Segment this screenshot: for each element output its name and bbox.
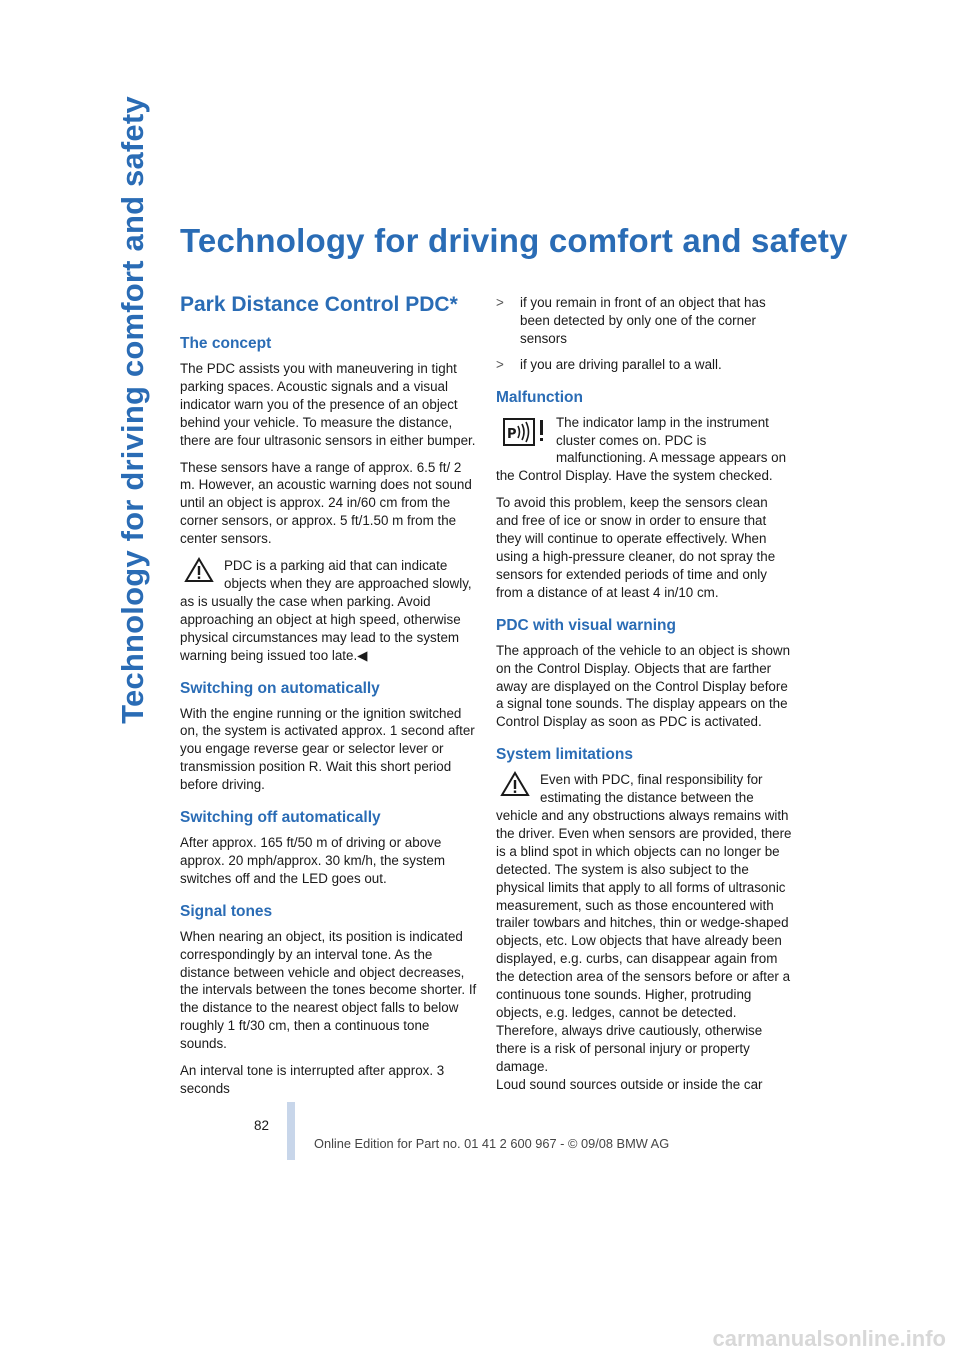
visual-warning-paragraph: The approach of the vehicle to an object is shown on the Control Display. Objects that are farther away are displayed on the Control Display before a signal tone sounds. The display appears on the Control Display as soon as PDC is activated. [496,642,791,730]
heading-switch-off: Switching off automatically [180,809,381,827]
warning-triangle-icon [180,557,218,587]
switch-off-paragraph: After approx. 165 ft/50 m of driving or above approx. 20 mph/approx. 30 km/h, the system switches off and the LED goes out. [180,835,445,886]
list-item [496,356,793,374]
pdc-warning-lamp-icon [496,414,556,464]
signal-tones-paragraph-2: An interval tone is interrupted after approx. 3 seconds [180,1063,445,1096]
heading-system-limitations: System limitations [496,746,633,764]
malfunction-paragraph-1: The indicator lamp in the instrument cluster comes on. PDC is malfunctioning. A message appears on the Control Display. Have the system checked. [496,414,787,484]
limitations-last-line: Loud sound sources outside or inside the car [496,1076,763,1092]
heading-concept: The concept [180,335,272,352]
side-tab-label: Technology for driving comfort and safety [115,96,150,724]
footer-edition-text: Online Edition for Part no. 01 41 2 600 967 - © 09/08 BMW AG [314,1136,670,1151]
section-title: Park Distance Control PDC* [180,293,458,316]
heading-malfunction: Malfunction [496,388,583,406]
list-item [496,294,793,348]
watermark: carmanualsonline.info [712,1326,946,1351]
limitations-warning-block [496,771,793,1075]
malfunction-paragraph-2: To avoid this problem, keep the sensors clean and free of ice or snow in order to ensure that they will continue to operate effectively. When using a high-pressure cleaner, do not spray the sensors for extended periods of time and only from a distance of at least 4 in/10 cm. [496,495,776,600]
bullet-mark: > [496,295,504,310]
concept-paragraph-1: The PDC assists you with maneuvering in tight parking spaces. Acoustic signals and a visual indicator warn you of the presence of an object behind your vehicle. To measure the distance, there are four ultrasonic sensors in either bumper. [180,361,476,448]
side-tab [104,0,162,820]
concept-paragraph-2: These sensors have a range of approx. 6.5 ft/ 2 m. However, an acoustic warning does not sound until an object is approx. 24 in/60 cm from the corner sensors, or approx. 5 ft/1.50 m from the center sensors. [180,459,472,547]
warning-text: PDC is a parking aid that can indicate objects when they are approached slowly, as is usually the case when parking. Avoid approaching an object at high speed, otherwise physical circumstances may lead to the system warning being issued too late.◀ [180,558,472,663]
switch-on-paragraph: With the engine running or the ignition switched on, the system is activated approx. 1 second after you engage reverse gear or selector lever or transmission position R. Wait this short period before driving. [180,705,475,793]
bullet-mark: > [496,356,504,372]
heading-signal-tones: Signal tones [180,902,273,920]
signal-tones-paragraph-1: When nearing an object, its position is indicated correspondingly by an interval tone. As the distance between vehicle and object decreases, the intervals between the tones become shorter. If the distance to the nearest object falls to below roughly 1 ft/30 cm, then a continuous tone sounds. [180,928,477,1052]
right-column [496,294,793,1103]
list-item-text: if you are driving parallel to a wall. [520,356,722,372]
page-title: Technology for driving comfort and safety [180,222,848,259]
malfunction-block [496,414,793,486]
left-column [180,334,477,1107]
page-number: 82 [254,1118,270,1133]
svg-text:P: P [507,426,517,442]
heading-visual-warning: PDC with visual warning [496,616,676,634]
warning-triangle-icon [496,771,534,801]
limitations-warning-text: Even with PDC, final responsibility for estimating the distance between the vehicle and any obstructions always remains with the driver. Even when sensors are provided, there is a blind spot in which objects can no longer be detected. The system is also subject to the physical limits that apply to all forms of ultrasonic measurement, such as those encountered with trailer towbars and hitches, thin or wedge-shaped objects, etc. Low objects that have already been displayed, e.g. curbs, can disappear again from the detection area of the sensors before or after a continuous tone sounds. Higher, protruding objects, e.g. ledges, cannot be detected. Therefore, always drive cautiously, otherwise there is a risk of personal injury or property damage. [496,772,792,1074]
footer-bar [287,1102,295,1160]
list-item-text: if you remain in front of an object that has been detected by only one of the corner sensors [520,295,766,346]
heading-switch-on: Switching on automatically [180,679,380,697]
warning-block [180,557,477,664]
